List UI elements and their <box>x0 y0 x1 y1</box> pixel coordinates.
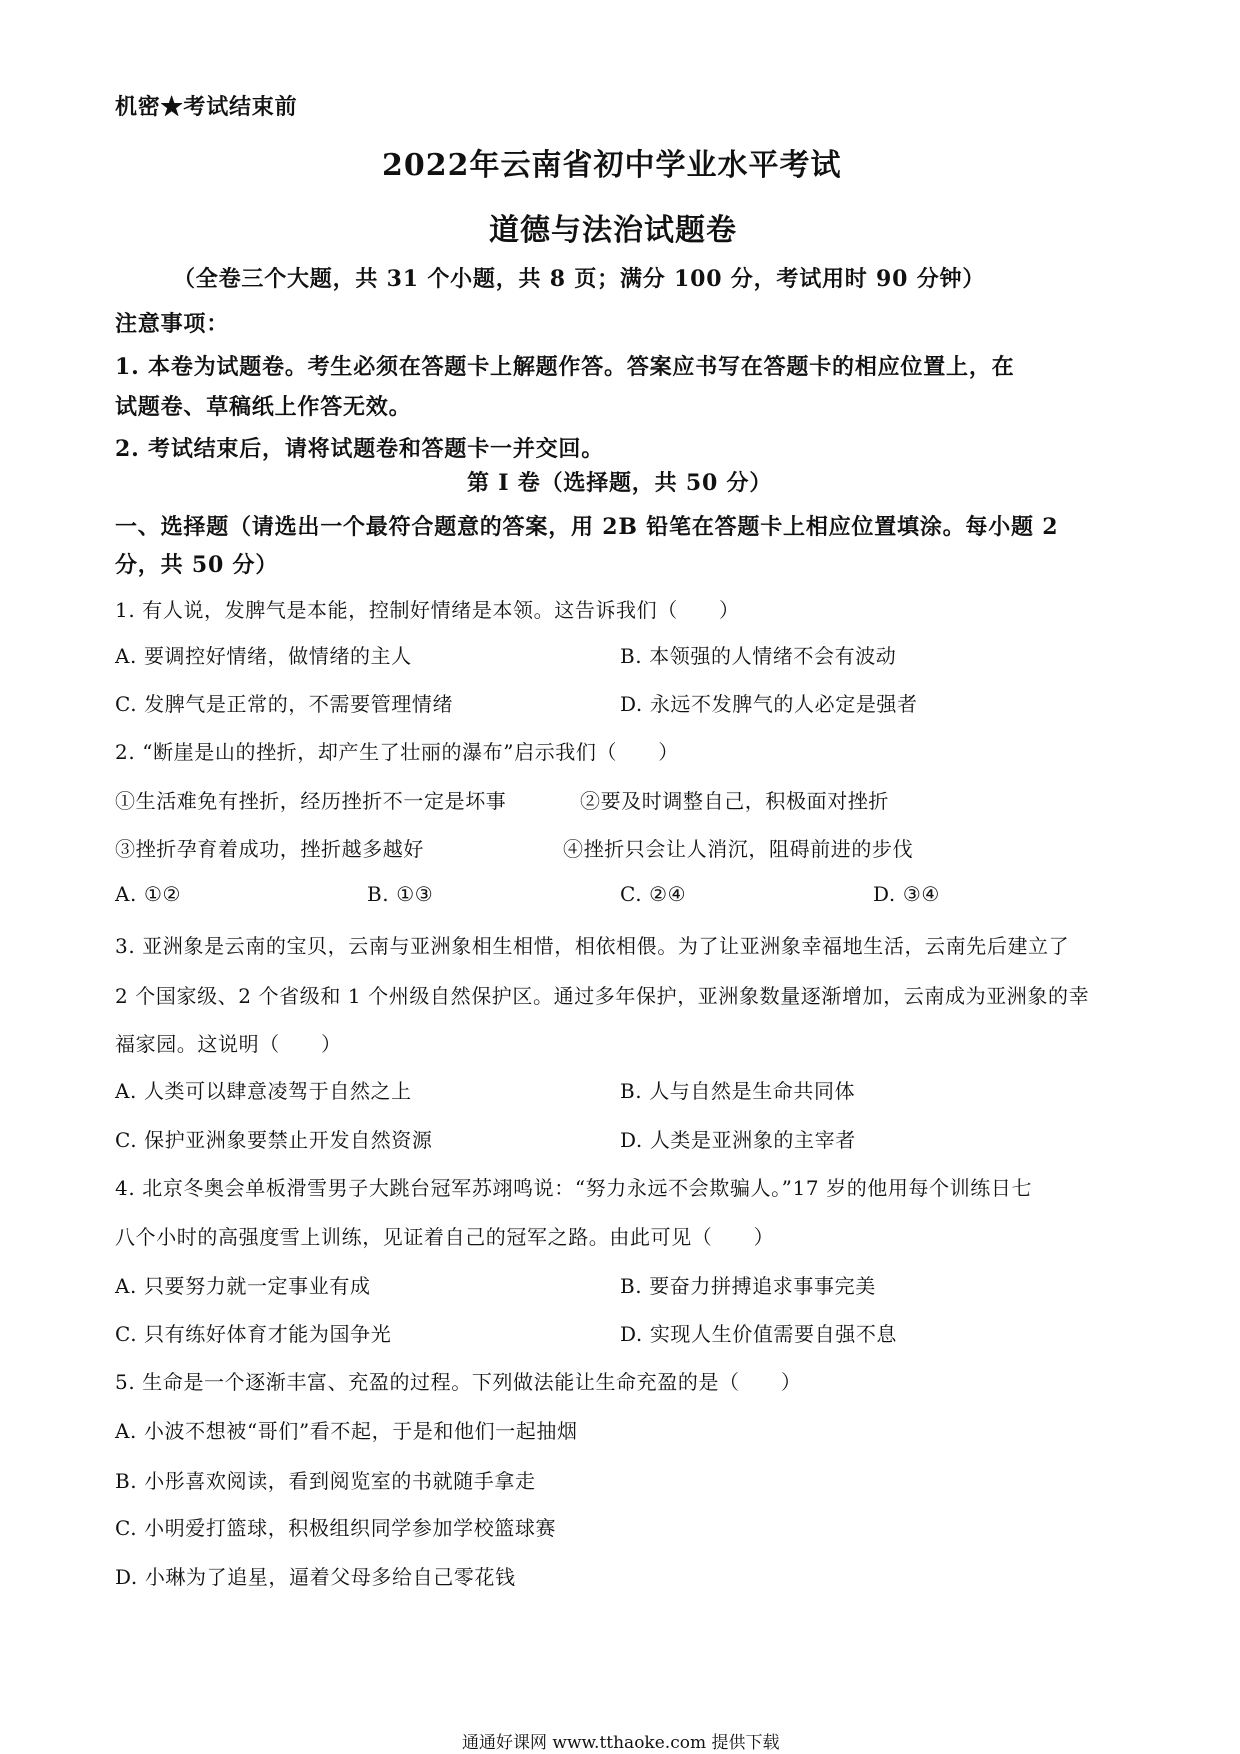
question-2-option-b: B. ①③ <box>367 882 434 906</box>
question-4-option-a: A. 只要努力就一定事业有成 <box>115 1274 371 1298</box>
exam-scope: （全卷三个大题，共 31 个小题，共 8 页；满分 100 分，考试用时 90 分钟） <box>173 266 986 292</box>
question-4-stem-line-1: 4. 北京冬奥会单板滑雪男子大跳台冠军苏翊鸣说：“努力永远不会欺骗人。”17 岁的他用每个训练日七 <box>115 1176 1033 1200</box>
exam-subtitle: 道德与法治试题卷 <box>489 213 737 248</box>
section-1-instructions-line-1: 一、选择题（请选出一个最符合题意的答案，用 2B 铅笔在答题卡上相应位置填涂。每小题 2 <box>115 514 1059 540</box>
part-1-heading: 第 I 卷（选择题，共 50 分） <box>467 470 773 496</box>
question-3-option-d: D. 人类是亚洲象的主宰者 <box>620 1128 856 1152</box>
question-2-stem: 2. “断崖是山的挫折，却产生了壮丽的瀑布”启示我们（ ） <box>115 740 679 764</box>
question-1-stem: 1. 有人说，发脾气是本能，控制好情绪是本领。这告诉我们（ ） <box>115 598 740 622</box>
question-2-statement-2: ②要及时调整自己，积极面对挫折 <box>580 789 889 813</box>
question-5-option-b: B. 小彤喜欢阅读，看到阅览室的书就随手拿走 <box>115 1469 536 1493</box>
question-5-option-a: A. 小波不想被“哥们”看不起，于是和他们一起抽烟 <box>115 1419 578 1443</box>
question-2-statement-3: ③挫折孕育着成功，挫折越多越好 <box>115 837 424 861</box>
question-4-stem-line-2: 八个小时的高强度雪上训练，见证着自己的冠军之路。由此可见（ ） <box>115 1225 775 1249</box>
footer-source: 通通好课网 www.tthaoke.com 提供下载 <box>462 1733 780 1753</box>
question-1-option-b: B. 本领强的人情绪不会有波动 <box>620 644 897 668</box>
question-1-option-c: C. 发脾气是正常的，不需要管理情绪 <box>115 692 454 716</box>
question-2-statement-1: ①生活难免有挫折，经历挫折不一定是坏事 <box>115 789 507 813</box>
question-5-option-c: C. 小明爱打篮球，积极组织同学参加学校篮球赛 <box>115 1516 557 1540</box>
question-1-option-d: D. 永远不发脾气的人必定是强者 <box>620 692 918 716</box>
question-3-stem-line-3: 福家园。这说明（ ） <box>115 1032 342 1056</box>
note-item-1-line-1: 1. 本卷为试题卷。考生必须在答题卡上解题作答。答案应书写在答题卡的相应位置上，在 <box>115 354 1015 380</box>
question-2-option-d: D. ③④ <box>873 882 940 906</box>
exam-title: 2022年云南省初中学业水平考试 <box>382 148 842 183</box>
question-2-statement-4: ④挫折只会让人消沉，阻碍前进的步伐 <box>563 837 914 861</box>
notes-heading: 注意事项： <box>115 311 230 337</box>
question-3-option-b: B. 人与自然是生命共同体 <box>620 1079 856 1103</box>
question-4-option-c: C. 只有练好体育才能为国争光 <box>115 1322 392 1346</box>
question-1-option-a: A. 要调控好情绪，做情绪的主人 <box>115 644 412 668</box>
note-item-2: 2. 考试结束后，请将试题卷和答题卡一并交回。 <box>115 436 605 462</box>
question-3-option-c: C. 保护亚洲象要禁止开发自然资源 <box>115 1128 433 1152</box>
question-3-option-a: A. 人类可以肆意凌驾于自然之上 <box>115 1079 412 1103</box>
question-4-option-b: B. 要奋力拼搏追求事事完美 <box>620 1274 876 1298</box>
question-5-option-d: D. 小琳为了追星，逼着父母多给自己零花钱 <box>115 1565 516 1589</box>
question-2-option-a: A. ①② <box>115 882 182 906</box>
question-5-stem: 5. 生命是一个逐渐丰富、充盈的过程。下列做法能让生命充盈的是（ ） <box>115 1370 802 1394</box>
question-3-stem-line-2: 2 个国家级、2 个省级和 1 个州级自然保护区。通过多年保护，亚洲象数量逐渐增加，云南成为亚洲象的幸 <box>115 984 1090 1008</box>
question-3-stem-line-1: 3. 亚洲象是云南的宝贝，云南与亚洲象相生相惜，相依相偎。为了让亚洲象幸福地生活，云南先后建立了 <box>115 934 1070 958</box>
confidential-label: 机密★考试结束前 <box>115 94 298 120</box>
note-item-1-line-2: 试题卷、草稿纸上作答无效。 <box>115 394 412 420</box>
question-4-option-d: D. 实现人生价值需要自强不息 <box>620 1322 898 1346</box>
section-1-instructions-line-2: 分，共 50 分） <box>115 552 279 578</box>
question-2-option-c: C. ②④ <box>620 882 687 906</box>
